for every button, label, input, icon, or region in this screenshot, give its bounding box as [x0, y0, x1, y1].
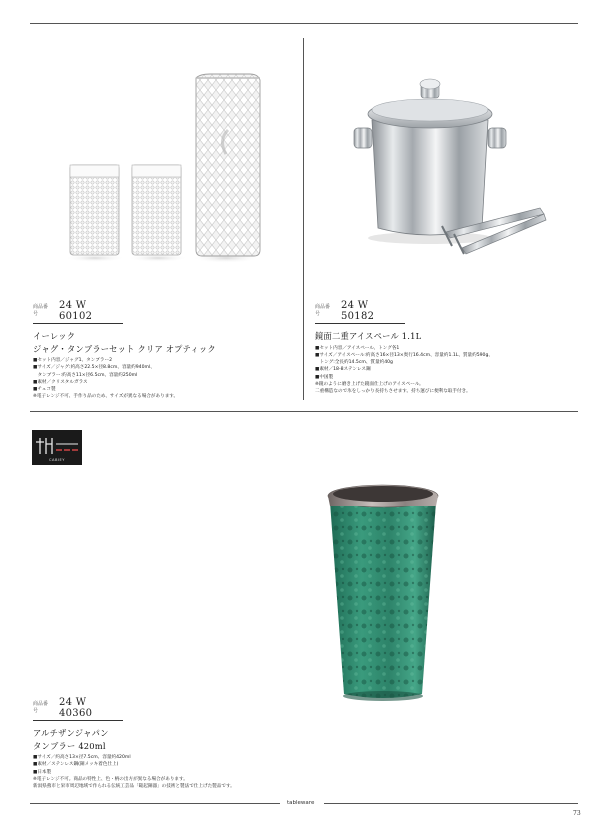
ice-bucket-image [350, 70, 560, 270]
product-title-line: 鏡面二重アイスペール 1.1L [315, 331, 422, 341]
product-code-line [33, 300, 123, 324]
bottom-rule-left [30, 803, 280, 804]
spec-line: ■チェコ製 [33, 387, 56, 393]
product-code-label: 商品番号 [315, 304, 331, 317]
brand-logo-mark [32, 432, 82, 460]
product-code-label: 商品番号 [33, 304, 49, 317]
spec-line: ■素材／クリスタルガラス [33, 379, 88, 385]
spec-line: ※電子レンジ不可。商品の特性上、色・柄の出方が異なる場合があります。 [33, 776, 188, 782]
product-title [33, 330, 293, 355]
product-title [33, 727, 373, 752]
spec-line: ※電子レンジ不可、手作り品のため、サイズが異なる場合があります。 [33, 394, 179, 400]
spec-line: タンブラー:約高さ11×径6.5cm、容量約250ml [33, 372, 138, 378]
spec-line: ■サイズ／約高さ13×径7.5cm、容量約420ml [33, 755, 131, 760]
product-code: 24 W 40360 [58, 697, 93, 719]
center-divider [303, 38, 304, 400]
spec-line: ■セット内容／アイスペール、トング各1 [315, 345, 400, 351]
product-title [315, 330, 580, 343]
product-title-line: タンブラー 420ml [33, 740, 106, 751]
product-code: 24 W 50182 [340, 300, 375, 322]
middle-rule [30, 411, 578, 412]
spec-line: 新潟県燕市と栄市周辺地域で作られる伝統工芸品「鎚起銅器」の技術と製法で仕上げた製品です。 [33, 784, 235, 790]
copper-tumbler-image [318, 482, 448, 704]
product-title-line: イーレック [33, 331, 76, 341]
product-title-line: ジャグ・タンブラーセット クリア オプティック [33, 343, 216, 354]
spec-line: ■サイズ／ジャグ:約高さ22.5×径8.8cm、容量約940ml、 [33, 365, 155, 371]
spec-line: ■サイズ／アイスペール:約高さ16×径13×奥行16.4cm、容量約1.1L、質量約590g、 [315, 352, 493, 358]
glass-set-image [60, 70, 270, 270]
product-title-line: アルチザンジャパン [33, 728, 109, 738]
brand-logo-text: CABIEY [49, 458, 65, 462]
footer-section-label: tableware [287, 800, 315, 806]
spec-line: トング:全長約14.5cm、質量約40g [315, 360, 393, 366]
product-code: 24 W 60102 [58, 300, 93, 322]
product-card-1 [33, 300, 293, 401]
spec-line: ■セット内容／ジャグ1、タンブラー2 [33, 358, 113, 363]
product-code-line [315, 300, 405, 324]
product-code-label: 商品番号 [33, 701, 49, 714]
spec-line: ■中国製 [315, 374, 334, 380]
product-card-3 [33, 697, 373, 790]
product-card-2 [315, 300, 580, 396]
spec-line: 二重構造なので氷をしっかり長持ちさせます。持ち運びに便利な取手付き。 [315, 389, 471, 395]
product-specs [33, 754, 373, 790]
spec-line: ■素材／ステンレス鋼(銅メッキ着色仕上) [33, 762, 119, 768]
top-rule [30, 23, 578, 24]
product-specs [315, 345, 580, 396]
page-number: 73 [573, 810, 581, 817]
product-code-line [33, 697, 123, 721]
spec-line: ■日本製 [33, 769, 52, 775]
brand-logo [32, 430, 82, 465]
product-specs [33, 357, 293, 401]
spec-line: ■素材／18-8ステンレス鋼 [315, 367, 371, 373]
bottom-rule-right [324, 803, 578, 804]
spec-line: ※鏡のように磨き上げた鏡面仕上げのアイスペール。 [315, 381, 424, 387]
